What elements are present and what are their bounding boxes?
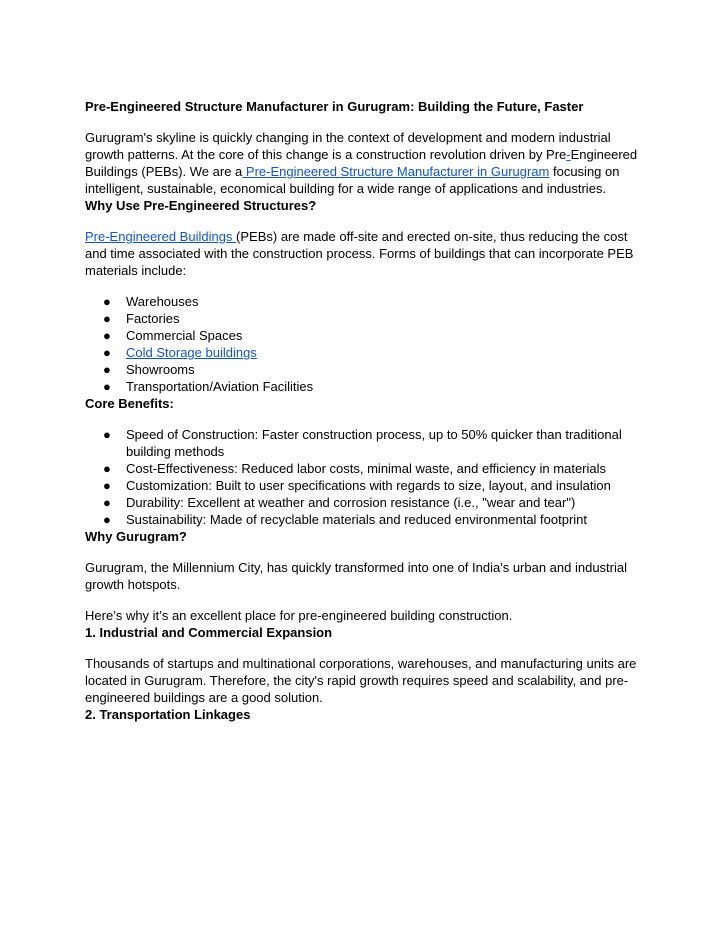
bullet-icon: ● — [103, 328, 111, 343]
cold-storage-link[interactable]: Cold Storage buildings — [126, 345, 257, 360]
list-item — [85, 460, 645, 477]
peb-link[interactable]: Pre-Engineered Buildings — [85, 229, 237, 244]
list-item-text: Customization: Built to user specifications with regards to size, layout, and insulation — [126, 478, 611, 493]
bullet-icon: ● — [103, 427, 111, 442]
bullet-icon: ● — [103, 311, 111, 326]
intro-text-2: Engineered Buildings (PEBs). We are a — [85, 147, 638, 179]
list-item — [85, 361, 645, 378]
list-item-text: Showrooms — [126, 362, 195, 377]
list-item-text: Speed of Construction: Faster construction process, up to 50% quicker than traditional building methods — [126, 427, 622, 459]
why-gurugram-paragraph: Gurugram, the Millennium City, has quickly transformed into one of India's urban and industrial growth hotspots. — [85, 560, 628, 592]
section-1-paragraph: Thousands of startups and multinational corporations, warehouses, and manufacturing units are located in Gurugram. Therefore, the city's rapid growth requires speed and scalability, and pre-engineered buildings are a good solution. — [85, 656, 637, 705]
list-item-text: Sustainability: Made of recyclable materials and reduced environmental footprint — [126, 512, 588, 527]
intro-paragraph — [85, 129, 645, 197]
bullet-icon: ● — [103, 495, 111, 510]
list-item — [85, 426, 645, 460]
list-item — [85, 327, 645, 344]
core-benefits-heading: Core Benefits: — [85, 396, 174, 411]
why-use-text: (PEBs) are made off-site and erected on-site, thus reducing the cost and time associated with the construction process. Forms of buildings that can incorporate PEB materials include: — [85, 229, 634, 278]
intro-text-1: Gurugram's skyline is quickly changing in the context of development and modern industrial growth patterns. At the core of this change is a construction revolution driven by Pre — [85, 130, 611, 162]
list-item-text: Durability: Excellent at weather and corrosion resistance (i.e., "wear and tear") — [126, 495, 576, 510]
intro-dash-link[interactable]: - — [566, 147, 571, 162]
list-item-text: Transportation/Aviation Facilities — [126, 379, 314, 394]
list-item-text: Factories — [126, 311, 180, 326]
document-body — [85, 98, 645, 723]
list-item-text: Commercial Spaces — [126, 328, 243, 343]
document-title: Pre-Engineered Structure Manufacturer in Gurugram: Building the Future, Faster — [85, 99, 584, 114]
section-1-heading: 1. Industrial and Commercial Expansion — [85, 625, 333, 640]
list-item — [85, 511, 645, 528]
bullet-icon: ● — [103, 345, 111, 360]
bullet-icon: ● — [103, 294, 111, 309]
intro-text-3: focusing on intelligent, sustainable, economical building for a wide range of applications and industries. — [85, 164, 620, 196]
bullet-icon: ● — [103, 379, 111, 394]
list-item — [85, 477, 645, 494]
list-item-text: Warehouses — [126, 294, 199, 309]
list-item — [85, 378, 645, 395]
list-item-text: Cost-Effectiveness: Reduced labor costs, minimal waste, and efficiency in materials — [126, 461, 607, 476]
list-item — [85, 310, 645, 327]
bullet-icon: ● — [103, 512, 111, 527]
why-use-heading: Why Use Pre-Engineered Structures? — [85, 198, 317, 213]
list-item — [85, 494, 645, 511]
peb-manufacturer-link[interactable]: Pre-Engineered Structure Manufacturer in Gurugram — [242, 164, 550, 179]
benefits-list — [85, 426, 645, 528]
bullet-icon: ● — [103, 478, 111, 493]
building-types-list — [85, 293, 645, 395]
why-gurugram-paragraph-2: Here’s why it’s an excellent place for pre-engineered building construction. — [85, 608, 513, 623]
bullet-icon: ● — [103, 362, 111, 377]
why-gurugram-heading: Why Gurugram? — [85, 529, 187, 544]
section-2-heading: 2. Transportation Linkages — [85, 707, 251, 722]
list-item — [85, 344, 645, 361]
why-use-paragraph — [85, 228, 645, 279]
bullet-icon: ● — [103, 461, 111, 476]
list-item — [85, 293, 645, 310]
